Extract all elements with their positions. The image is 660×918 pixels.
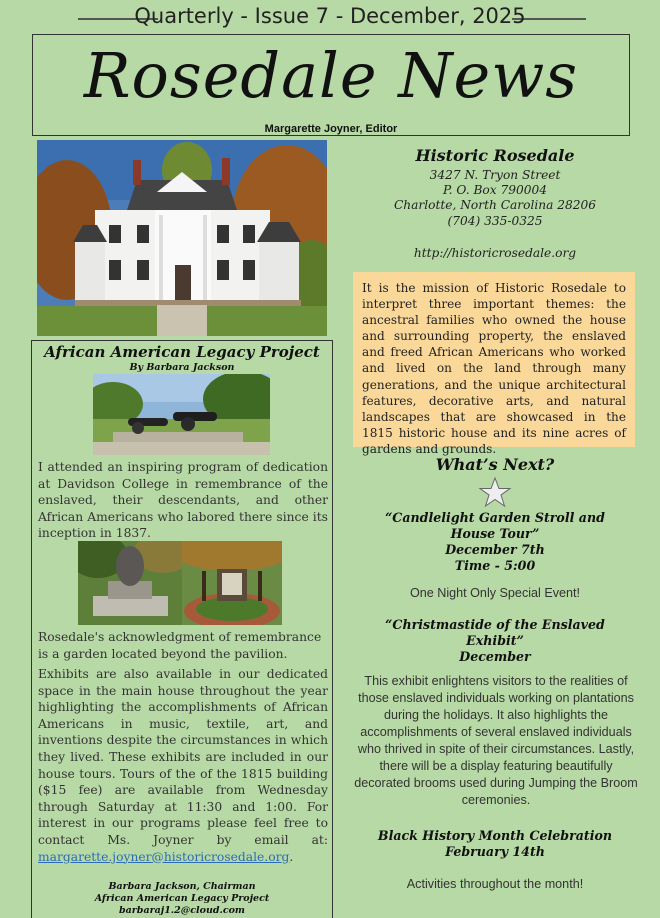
- article-paragraph-3: [38, 666, 328, 865]
- po-box: P. O. Box 790004: [442, 183, 548, 197]
- event3-date: February 14th: [445, 844, 545, 859]
- whats-next-heading: What’s Next?: [435, 455, 555, 474]
- cannons-photo: [93, 374, 270, 455]
- event1-title-line2: House Tour”: [450, 526, 540, 541]
- event2-title-line1: “Christmastide of the Enslaved: [385, 617, 605, 632]
- org-name: Historic Rosedale: [415, 146, 575, 165]
- signature-email: barbaraj1.2@cloud.com: [119, 905, 245, 916]
- article-title: African American Legacy Project: [44, 343, 320, 361]
- memorial-photo: [78, 541, 182, 625]
- event1-time: Time - 5:00: [454, 558, 536, 573]
- article-byline: By Barbara Jackson: [129, 362, 235, 373]
- event2-title-line2: Exhibit”: [466, 633, 524, 648]
- signature-name: Barbara Jackson, Chairman: [108, 881, 256, 892]
- legacy-project-article: [31, 340, 333, 918]
- article-paragraph-1: I attended an inspiring program of dedication at Davidson College in remembrance of the enslaved, their descendants, and other African Americans who labored there since its inception in 1837.: [38, 460, 328, 541]
- city-state: Charlotte, North Carolina 28206: [393, 198, 597, 212]
- star-icon: [478, 476, 512, 508]
- mission-statement: It is the mission of Historic Rosedale to interpret three important themes: the ancestral families who owned the house and surrounding property, the enslaved and freed African Americans who worked and lived on the land through many generations, and the unique architectural features, decorative arts, and natural landscapes that are showcased in the 1815 historic house and its nine acres of gardens and grounds.: [353, 272, 635, 447]
- website-url[interactable]: http://historicrosedale.org: [413, 246, 577, 260]
- event3-title: Black History Month Celebration: [377, 828, 613, 843]
- editor-credit: Margarette Joyner, Editor: [264, 123, 398, 135]
- article-paragraph-3-text: Exhibits are also available in our dedicated space in the main house throughout the year highlighting the accomplishments of African Americans in music, textile, art, and inventions despite the circumstances in which they lived. These exhibits are included in our house tours. Tours of the of the 1815 building ($15 fee) are available from Wednesday through Saturday at 11:30 and 1:00. For interest in our programs please feel free to contact Ms. Joyner by email at:: [38, 667, 328, 847]
- event1-date: December 7th: [445, 542, 545, 557]
- rosedale-house-photo: [37, 140, 327, 336]
- event1-note: One Night Only Special Event!: [409, 586, 581, 600]
- event1-title-line1: “Candlelight Garden Stroll and: [385, 510, 605, 525]
- garden-photo: [182, 541, 282, 625]
- street-address: 3427 N. Tryon Street: [429, 168, 561, 182]
- article-paragraph-2: Rosedale's acknowledgment of remembrance is a garden located beyond the pavilion.: [38, 630, 322, 661]
- issue-line: Quarterly - Issue 7 - December, 2025: [134, 4, 526, 28]
- email-period: .: [289, 849, 294, 864]
- event2-date: December: [459, 649, 531, 664]
- newsletter-title: Rosedale News: [83, 39, 579, 112]
- phone-number: (704) 335-0325: [447, 214, 543, 228]
- masthead: [32, 34, 630, 136]
- signature-project: African American Legacy Project: [94, 893, 270, 904]
- event2-description: This exhibit enlightens visitors to the realities of those enslaved individuals working on plantations during the holidays. It also highlights the accomplishments of several enslaved individuals who thrived in spite of their circumstances. Lastly, there will be a display featuring beautifully decorated brooms used during Jumping the Broom ceremonies.: [354, 674, 638, 807]
- editor-email-link[interactable]: margarette.joyner@historicrosedale.org: [38, 849, 290, 864]
- event3-note: Activities throughout the month!: [406, 877, 584, 891]
